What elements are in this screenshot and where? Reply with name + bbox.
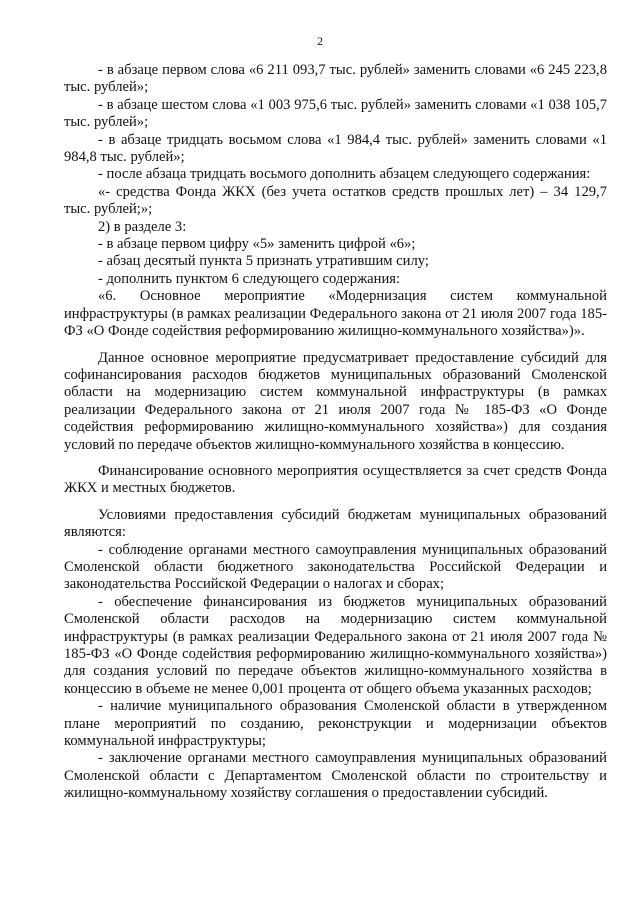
paragraph-conditions-intro: Условиями предоставления субсидий бюджетам муниципальных образований являются: — [64, 506, 607, 541]
paragraph-condition-compliance: - соблюдение органами местного самоуправления муниципальных образований Смоленской области бюджетного законодательства Российской Федерации и законодательства Российской Федерации о налогах и сборах; — [64, 541, 607, 593]
paragraph-replace-digit: - в абзаце первом цифру «5» заменить цифрой «6»; — [98, 236, 416, 253]
paragraph-amend-abzac-38: - в абзаце тридцать восьмом слова «1 984,4 тыс. рублей» заменить словами «1 984,8 тыс. рублей»; — [64, 131, 607, 166]
paragraph-condition-agreement: - заключение органами местного самоуправления муниципальных образований Смоленской области с Департаментом Смоленской области по строительству и жилищно-коммунальному хозяйству соглашения о предоставлении субсидий. — [64, 750, 607, 802]
document-body — [64, 62, 607, 803]
paragraph-amend-abzac-6: - в абзаце шестом слова «1 003 975,6 тыс. рублей» заменить словами «1 038 105,7 тыс. рублей»; — [64, 96, 607, 131]
paragraph-financing: Финансирование основного мероприятия осуществляется за счет средств Фонда ЖКХ и местных бюджетов. — [64, 462, 607, 497]
paragraph-amend-abzac-1: - в абзаце первом слова «6 211 093,7 тыс. рублей» заменить словами «6 245 223,8 тыс. рублей»; — [64, 62, 607, 96]
paragraph-condition-plan: - наличие муниципального образования Смоленской области в утвержденном плане мероприятий по созданию, реконструкции и модернизации объектов коммунальной инфраструктуры; — [64, 698, 607, 750]
paragraph-add-abzac: - после абзаца тридцать восьмого дополнить абзацем следующего содержания: — [98, 166, 591, 183]
paragraph-add-point-6: - дополнить пунктом 6 следующего содержания: — [98, 270, 401, 287]
paragraph-condition-financing: - обеспечение финансирования из бюджетов муниципальных образований Смоленской области расходов на модернизацию систем коммунальной инфраструктуры (в рамках реализации Федерального закона от 21 июля 2007 года № 185-ФЗ «О Фонде содействия реформированию жилищно-коммунального хозяйства») для создания условий по передаче объектов жилищно-коммунального хозяйства в концессию в объеме не менее 0,001 процента от общего объема указанных расходов; — [64, 593, 607, 697]
paragraph-fund-amount: «- средства Фонда ЖКХ (без учета остатков средств прошлых лет) – 34 129,7 тыс. рублей;»; — [64, 183, 607, 218]
paragraph-section-3: 2) в разделе 3: — [98, 218, 187, 235]
paragraph-point-6-title: «6. Основное мероприятие «Модернизация систем коммунальной инфраструктуры (в рамках реализации Федерального закона от 21 июля 2007 года 185-ФЗ «О Фонде содействия реформированию жилищно-коммунального хозяйства»)». — [64, 288, 607, 340]
paragraph-subsidy-description: Данное основное мероприятие предусматривает предоставление субсидий для софинансирования расходов бюджетов муниципальных образований Смоленской области на модернизацию систем коммунальной инфраструктуры (в рамках реализации Федерального закона от 21 июля 2007 года № 185-ФЗ «О Фонде содействия реформированию жилищно-коммунального хозяйства») для создания условий по передаче объектов жилищно-коммунального хозяйства в концессию. — [64, 349, 607, 453]
paragraph-void-abzac: - абзац десятый пункта 5 признать утратившим силу; — [98, 253, 429, 270]
page-number: 2 — [317, 34, 323, 48]
